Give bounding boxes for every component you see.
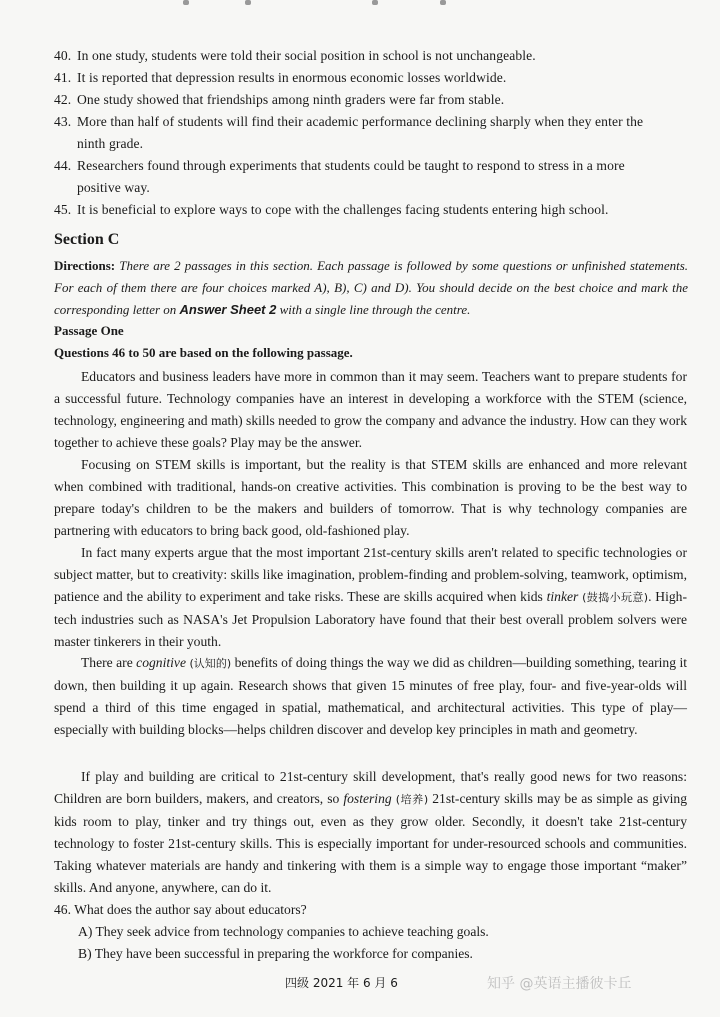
statement-text-continued: positive way. — [77, 180, 150, 195]
questions-label: Questions 46 to 50 are based on the following passage. — [54, 345, 353, 360]
statement-number: 44. — [54, 158, 72, 173]
answer-sheet-label: Answer Sheet 2 — [179, 302, 277, 317]
statement-40 — [54, 45, 688, 67]
glossed-word: fostering — [343, 791, 392, 806]
paragraph-1: Educators and business leaders have more in common than it may seem. Teachers want to prepare students for a successful future. Technology companies have an interest in developing a workforce with the STEM (science, technology, engineering and math) skills needed to grow the company and advance the industry. How can they work together to achieve these goals? Play may be the answer. — [54, 369, 687, 450]
paragraph-text: benefits of doing things the way we did as children—building something, tearing it down, then building it up again. Research shows that given 15 minutes of free play, four- and five-year-olds will spend a third of this time engaged in spatial, mathematical, and architectural activities. This type of play—especially with building blocks—helps children discover and develop key principles in math and geometry. — [54, 655, 687, 737]
chinese-gloss: (鼓捣小玩意) — [582, 591, 649, 604]
paragraph-text: There are — [81, 655, 137, 670]
chinese-gloss: (培养) — [395, 793, 429, 806]
question-46-option-b: B) They have been successful in preparing the workforce for companies. — [78, 946, 473, 961]
watermark: 知乎 @英语主播彼卡丘 — [487, 976, 632, 992]
directions-text-end: with a single line through the centre. — [276, 302, 471, 317]
paragraph-4 — [54, 652, 687, 741]
statement-text: One study showed that friendships among ninth graders were far from stable. — [77, 92, 505, 107]
chinese-gloss: (认知的) — [189, 657, 232, 670]
glossed-word: cognitive — [136, 655, 186, 670]
statement-text: Researchers found through experiments that students could be taught to respond to stress in a more — [77, 158, 625, 173]
statement-number: 42. — [54, 92, 72, 107]
paragraph-text: 21st-century skills may be as simple as giving kids room to play, tinker and try things out, even as they grow older. Secondly, it doesn't take 21st-century technology to foster 21st-century skills. This is especially important for under-resourced schools and communities. Taking whatever materials are handy and tinkering with them is a simple way to engage those important “maker” skills. And anyone, anywhere, can do it. — [54, 791, 688, 895]
paragraph-2: Focusing on STEM skills is important, but the reality is that STEM skills are enhanced and more relevant when combined with traditional, hands-on creative activities. This combination is proving to be the best way to prepare today's children to be the makers and builders of tomorrow. That is why technology companies are partnering with educators to bring back good, old-fashioned play. — [54, 457, 687, 538]
page-footer — [0, 970, 720, 996]
section-title: Section C — [54, 231, 120, 248]
statement-number: 43. — [54, 114, 72, 129]
statement-number: 41. — [54, 70, 72, 85]
passage-label: Passage One — [54, 323, 124, 338]
statement-45 — [54, 199, 688, 221]
directions-text: There are 2 passages in this section. Each passage is followed by some questions or unfinished statements. For each of them there are four choices marked A), B), C) and D). You should decide on the best choice and mark the corresponding letter on — [54, 258, 689, 317]
scan-top-marks — [0, 0, 720, 14]
directions — [54, 255, 688, 321]
statement-text: More than half of students will find their academic performance declining sharply when they enter the — [77, 114, 644, 129]
statement-42 — [54, 89, 688, 111]
paragraph-text: If play and building are critical to 21st-century skill development, that's really good news for two reasons: Children are born builders, makers, and creators, so — [54, 769, 687, 806]
glossed-word: tinker — [546, 589, 579, 604]
statement-text: It is reported that depression results in enormous economic losses worldwide. — [77, 70, 507, 85]
paragraph-5 — [54, 766, 687, 899]
question-46-option-a: A) They seek advice from technology companies to achieve teaching goals. — [78, 924, 489, 939]
statement-number: 45. — [54, 202, 72, 217]
statement-text-continued: ninth grade. — [77, 136, 144, 151]
statement-text: It is beneficial to explore ways to cope with the challenges facing students entering high school. — [77, 202, 609, 217]
paragraph-3 — [54, 542, 687, 653]
statement-43 — [54, 111, 688, 155]
paragraph-text: . High-tech industries such as NASA's Jet Propulsion Laboratory have found that their best overall problem solvers were master tinkerers in their youth. — [54, 589, 687, 649]
statement-41 — [54, 67, 688, 89]
page-number: 四级 2021 年 6 月 6 — [285, 976, 398, 990]
statement-number: 40. — [54, 48, 72, 63]
statement-44 — [54, 155, 688, 199]
directions-label: Directions: — [54, 258, 116, 273]
paragraph-text: In fact many experts argue that the most important 21st-century skills aren't related to specific technologies or subject matter, but to creativity: skills like imagination, problem-finding and problem-solving, teamwork, optimism, patience and the ability to experiment and take risks. These are skills acquired when kids — [54, 545, 687, 604]
statement-text: In one study, students were told their social position in school is not unchangeable. — [77, 48, 536, 63]
question-46-stem: 46. What does the author say about educators? — [54, 902, 307, 917]
